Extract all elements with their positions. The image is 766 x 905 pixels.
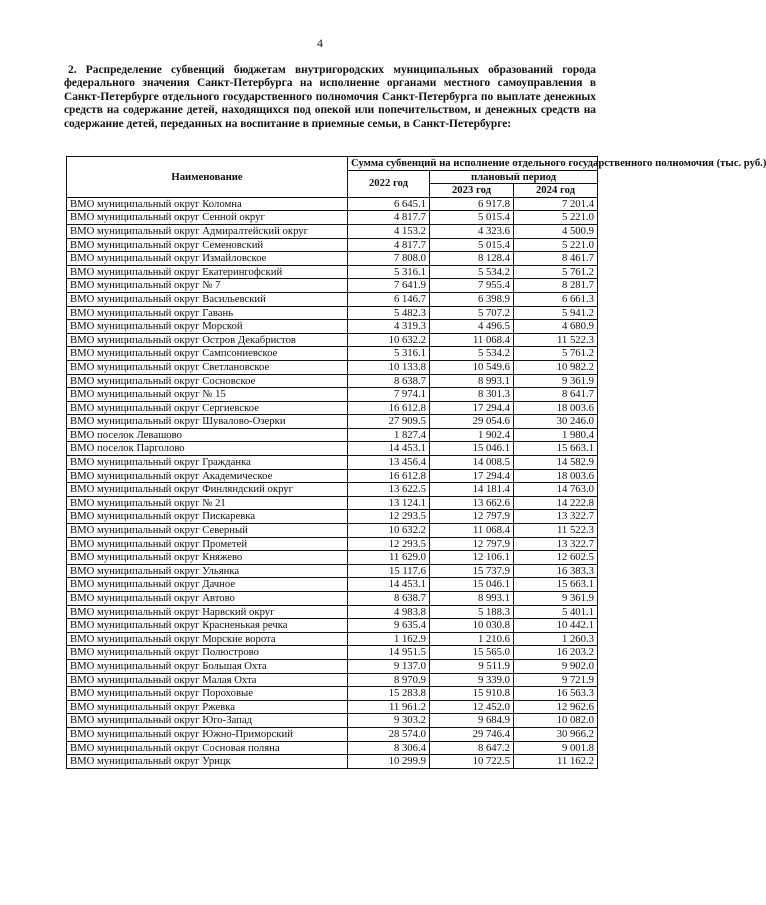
table-row: [67, 646, 598, 660]
table-row: [67, 755, 598, 769]
cell-2023: 17 294.4: [430, 401, 514, 415]
table-row: [67, 197, 598, 211]
cell-2023: 6 917.8: [430, 197, 514, 211]
cell-2022: 16 612.8: [348, 401, 430, 415]
cell-2024: 9 001.8: [514, 741, 598, 755]
cell-name: ВМО муниципальный округ Прометей: [67, 537, 348, 551]
cell-2024: 5 221.0: [514, 211, 598, 225]
cell-2023: 5 015.4: [430, 211, 514, 225]
table-row: [67, 428, 598, 442]
cell-2022: 4 817.7: [348, 238, 430, 252]
cell-2023: 11 068.4: [430, 524, 514, 538]
cell-2022: 10 632.2: [348, 333, 430, 347]
cell-2022: 10 133.8: [348, 360, 430, 374]
cell-2022: 6 645.1: [348, 197, 430, 211]
table-row: [67, 401, 598, 415]
cell-2022: 13 622.5: [348, 483, 430, 497]
cell-2022: 9 137.0: [348, 659, 430, 673]
table-row: [67, 415, 598, 429]
cell-name: ВМО муниципальный округ Красненькая речка: [67, 619, 348, 633]
cell-2022: 10 632.2: [348, 524, 430, 538]
cell-2024: 14 222.8: [514, 496, 598, 510]
cell-2023: 10 030.8: [430, 619, 514, 633]
cell-2023: 1 902.4: [430, 428, 514, 442]
cell-2023: 15 046.1: [430, 442, 514, 456]
cell-name: ВМО муниципальный округ Остров Декабристов: [67, 333, 348, 347]
table-row: [67, 347, 598, 361]
cell-2024: 30 246.0: [514, 415, 598, 429]
cell-2023: 12 797.9: [430, 537, 514, 551]
table-row: [67, 592, 598, 606]
cell-2023: 5 534.2: [430, 347, 514, 361]
cell-2022: 9 635.4: [348, 619, 430, 633]
table-row: [67, 659, 598, 673]
cell-2024: 9 721.9: [514, 673, 598, 687]
cell-2023: 10 549.6: [430, 360, 514, 374]
cell-2022: 12 293.5: [348, 537, 430, 551]
table-row: [67, 265, 598, 279]
cell-2024: 16 563.3: [514, 687, 598, 701]
table-row: [67, 224, 598, 238]
cell-2023: 5 707.2: [430, 306, 514, 320]
cell-name: ВМО поселок Парголово: [67, 442, 348, 456]
cell-2024: 7 201.4: [514, 197, 598, 211]
cell-2024: 16 203.2: [514, 646, 598, 660]
cell-2023: 1 210.6: [430, 632, 514, 646]
table-row: [67, 469, 598, 483]
cell-2022: 10 299.9: [348, 755, 430, 769]
table-row: [67, 292, 598, 306]
cell-2024: 8 281.7: [514, 279, 598, 293]
cell-2024: 11 162.2: [514, 755, 598, 769]
cell-2022: 7 974.1: [348, 388, 430, 402]
column-header-name: Наименование: [67, 157, 348, 198]
column-header-2024: 2024 год: [514, 184, 598, 198]
cell-2022: 5 316.1: [348, 347, 430, 361]
cell-2023: 15 737.9: [430, 564, 514, 578]
cell-2024: 15 663.1: [514, 442, 598, 456]
section-heading: 2. Распределение субвенций бюджетам внутригородских муниципальных образований города федерального значения Санкт-Петербурга на исполнение органами местного самоуправления в Санкт-Петербурге отдельного государственного полномочия Санкт-Петербурга по выплате денежных средств на содержание детей, находящихся под опекой или попечительством, и денежных средств на содержание детей, переданных на воспитание в приемные семьи, в Санкт-Петербурге:: [64, 64, 596, 130]
table-row: [67, 714, 598, 728]
table-row: [67, 605, 598, 619]
cell-2024: 8 461.7: [514, 252, 598, 266]
cell-2022: 11 961.2: [348, 700, 430, 714]
cell-2022: 14 453.1: [348, 578, 430, 592]
cell-name: ВМО муниципальный округ Адмиралтейский округ: [67, 224, 348, 238]
table-row: [67, 564, 598, 578]
cell-2022: 9 303.2: [348, 714, 430, 728]
cell-2024: 9 361.9: [514, 592, 598, 606]
table-row: [67, 238, 598, 252]
table-row: [67, 700, 598, 714]
table-row: [67, 483, 598, 497]
cell-name: ВМО муниципальный округ Семеновский: [67, 238, 348, 252]
cell-name: ВМО муниципальный округ Васильевский: [67, 292, 348, 306]
cell-2023: 8 128.4: [430, 252, 514, 266]
cell-name: ВМО муниципальный округ Измайловское: [67, 252, 348, 266]
cell-2024: 6 661.3: [514, 292, 598, 306]
cell-2023: 15 565.0: [430, 646, 514, 660]
cell-name: ВМО муниципальный округ Большая Охта: [67, 659, 348, 673]
cell-2023: 12 106.1: [430, 551, 514, 565]
cell-2022: 7 808.0: [348, 252, 430, 266]
cell-name: ВМО муниципальный округ Светлановское: [67, 360, 348, 374]
cell-2024: 10 442.1: [514, 619, 598, 633]
cell-2024: 5 941.2: [514, 306, 598, 320]
table-row: [67, 673, 598, 687]
cell-2022: 13 456.4: [348, 456, 430, 470]
cell-name: ВМО муниципальный округ Юго-Запад: [67, 714, 348, 728]
cell-2024: 12 602.5: [514, 551, 598, 565]
cell-name: ВМО муниципальный округ Коломна: [67, 197, 348, 211]
table-row: [67, 388, 598, 402]
cell-name: ВМО муниципальный округ Сосновая поляна: [67, 741, 348, 755]
cell-2024: 18 003.6: [514, 401, 598, 415]
table-row: [67, 320, 598, 334]
cell-2024: 13 322.7: [514, 510, 598, 524]
cell-2022: 15 283.8: [348, 687, 430, 701]
cell-2022: 15 117.6: [348, 564, 430, 578]
cell-name: ВМО муниципальный округ Ржевка: [67, 700, 348, 714]
cell-2023: 9 684.9: [430, 714, 514, 728]
cell-2022: 8 306.4: [348, 741, 430, 755]
cell-2022: 14 951.5: [348, 646, 430, 660]
cell-name: ВМО муниципальный округ Гражданка: [67, 456, 348, 470]
cell-2024: 5 221.0: [514, 238, 598, 252]
cell-name: ВМО муниципальный округ Финляндский округ: [67, 483, 348, 497]
cell-name: ВМО муниципальный округ Урицк: [67, 755, 348, 769]
table-header: [67, 157, 766, 198]
table-row: [67, 510, 598, 524]
cell-2023: 17 294.4: [430, 469, 514, 483]
cell-name: ВМО муниципальный округ Пискаревка: [67, 510, 348, 524]
cell-2022: 28 574.0: [348, 727, 430, 741]
cell-2023: 12 797.9: [430, 510, 514, 524]
cell-2023: 5 015.4: [430, 238, 514, 252]
subventions-table: [66, 156, 766, 769]
cell-2024: 15 663.1: [514, 578, 598, 592]
cell-name: ВМО муниципальный округ Морские ворота: [67, 632, 348, 646]
cell-2022: 12 293.5: [348, 510, 430, 524]
cell-2024: 4 680.9: [514, 320, 598, 334]
table-row: [67, 374, 598, 388]
cell-2022: 8 970.9: [348, 673, 430, 687]
cell-name: ВМО муниципальный округ Екатерингофский: [67, 265, 348, 279]
cell-2024: 1 980.4: [514, 428, 598, 442]
cell-2023: 8 993.1: [430, 374, 514, 388]
cell-2022: 27 909.5: [348, 415, 430, 429]
cell-2022: 1 827.4: [348, 428, 430, 442]
table-row: [67, 741, 598, 755]
cell-2023: 12 452.0: [430, 700, 514, 714]
cell-name: ВМО муниципальный округ Северный: [67, 524, 348, 538]
cell-name: ВМО муниципальный округ № 7: [67, 279, 348, 293]
cell-2023: 8 647.2: [430, 741, 514, 755]
table-row: [67, 727, 598, 741]
cell-2024: 9 361.9: [514, 374, 598, 388]
cell-2024: 10 982.2: [514, 360, 598, 374]
cell-name: ВМО муниципальный округ Южно-Приморский: [67, 727, 348, 741]
cell-2023: 13 662.6: [430, 496, 514, 510]
cell-name: ВМО муниципальный округ Княжево: [67, 551, 348, 565]
cell-2024: 5 761.2: [514, 347, 598, 361]
cell-2022: 4 817.7: [348, 211, 430, 225]
cell-2022: 8 638.7: [348, 592, 430, 606]
table-row: [67, 496, 598, 510]
cell-2022: 5 482.3: [348, 306, 430, 320]
cell-name: ВМО муниципальный округ Гавань: [67, 306, 348, 320]
cell-2023: 11 068.4: [430, 333, 514, 347]
cell-name: ВМО муниципальный округ Сосновское: [67, 374, 348, 388]
cell-2024: 9 902.0: [514, 659, 598, 673]
cell-name: ВМО муниципальный округ Дачное: [67, 578, 348, 592]
cell-2024: 5 401.1: [514, 605, 598, 619]
cell-2024: 18 003.6: [514, 469, 598, 483]
column-header-2022: 2022 год: [348, 170, 430, 197]
cell-2024: 10 082.0: [514, 714, 598, 728]
table-row: [67, 551, 598, 565]
cell-2024: 8 641.7: [514, 388, 598, 402]
table-row: [67, 211, 598, 225]
cell-2024: 13 322.7: [514, 537, 598, 551]
column-header-sum: Сумма субвенций на исполнение отдельного государственного полномочия (тыс. руб.): [348, 157, 598, 171]
cell-name: ВМО муниципальный округ Сенной округ: [67, 211, 348, 225]
cell-name: ВМО поселок Левашово: [67, 428, 348, 442]
cell-2022: 14 453.1: [348, 442, 430, 456]
cell-name: ВМО муниципальный округ Сергиевское: [67, 401, 348, 415]
cell-2023: 9 511.9: [430, 659, 514, 673]
table-row: [67, 442, 598, 456]
cell-2024: 12 962.6: [514, 700, 598, 714]
table-row: [67, 632, 598, 646]
cell-2022: 4 153.2: [348, 224, 430, 238]
cell-2022: 8 638.7: [348, 374, 430, 388]
table-row: [67, 360, 598, 374]
cell-2024: 14 582.9: [514, 456, 598, 470]
cell-2024: 11 522.3: [514, 333, 598, 347]
cell-2024: 14 763.0: [514, 483, 598, 497]
cell-2022: 7 641.9: [348, 279, 430, 293]
cell-2023: 6 398.9: [430, 292, 514, 306]
cell-2023: 8 993.1: [430, 592, 514, 606]
table-row: [67, 333, 598, 347]
column-header-2023: 2023 год: [430, 184, 514, 198]
cell-name: ВМО муниципальный округ Морской: [67, 320, 348, 334]
cell-name: ВМО муниципальный округ № 15: [67, 388, 348, 402]
table-row: [67, 687, 598, 701]
cell-2023: 7 955.4: [430, 279, 514, 293]
cell-2022: 5 316.1: [348, 265, 430, 279]
table-row: [67, 252, 598, 266]
cell-2023: 4 323.6: [430, 224, 514, 238]
cell-2023: 15 910.8: [430, 687, 514, 701]
column-header-planned-period: плановый период: [430, 170, 598, 184]
cell-2023: 10 722.5: [430, 755, 514, 769]
cell-name: ВМО муниципальный округ Пороховые: [67, 687, 348, 701]
table-row: [67, 619, 598, 633]
cell-2023: 5 188.3: [430, 605, 514, 619]
cell-2022: 11 629.0: [348, 551, 430, 565]
cell-2022: 16 612.8: [348, 469, 430, 483]
cell-2023: 15 046.1: [430, 578, 514, 592]
cell-2022: 4 983.8: [348, 605, 430, 619]
cell-name: ВМО муниципальный округ Малая Охта: [67, 673, 348, 687]
cell-name: ВМО муниципальный округ Академическое: [67, 469, 348, 483]
cell-2023: 29 054.6: [430, 415, 514, 429]
cell-2022: 13 124.1: [348, 496, 430, 510]
cell-2024: 4 500.9: [514, 224, 598, 238]
cell-2022: 1 162.9: [348, 632, 430, 646]
cell-2024: 1 260.3: [514, 632, 598, 646]
table-body: [67, 197, 598, 768]
cell-2024: 16 383.3: [514, 564, 598, 578]
cell-2022: 6 146.7: [348, 292, 430, 306]
cell-2023: 4 496.5: [430, 320, 514, 334]
cell-name: ВМО муниципальный округ № 21: [67, 496, 348, 510]
cell-name: ВМО муниципальный округ Нарвский округ: [67, 605, 348, 619]
table-row: [67, 306, 598, 320]
cell-name: ВМО муниципальный округ Полюстрово: [67, 646, 348, 660]
cell-2024: 5 761.2: [514, 265, 598, 279]
cell-2023: 5 534.2: [430, 265, 514, 279]
table-row: [67, 537, 598, 551]
table-row: [67, 524, 598, 538]
cell-name: ВМО муниципальный округ Ульянка: [67, 564, 348, 578]
cell-2023: 14 008.5: [430, 456, 514, 470]
cell-2022: 4 319.3: [348, 320, 430, 334]
cell-2023: 29 746.4: [430, 727, 514, 741]
cell-2023: 8 301.3: [430, 388, 514, 402]
cell-2023: 9 339.0: [430, 673, 514, 687]
cell-2023: 14 181.4: [430, 483, 514, 497]
cell-name: ВМО муниципальный округ Автово: [67, 592, 348, 606]
cell-2024: 30 966.2: [514, 727, 598, 741]
table-row: [67, 456, 598, 470]
table-row: [67, 279, 598, 293]
cell-name: ВМО муниципальный округ Шувалово-Озерки: [67, 415, 348, 429]
cell-name: ВМО муниципальный округ Сампсониевское: [67, 347, 348, 361]
table-row: [67, 578, 598, 592]
page-number: 4: [317, 36, 323, 50]
cell-2024: 11 522.3: [514, 524, 598, 538]
